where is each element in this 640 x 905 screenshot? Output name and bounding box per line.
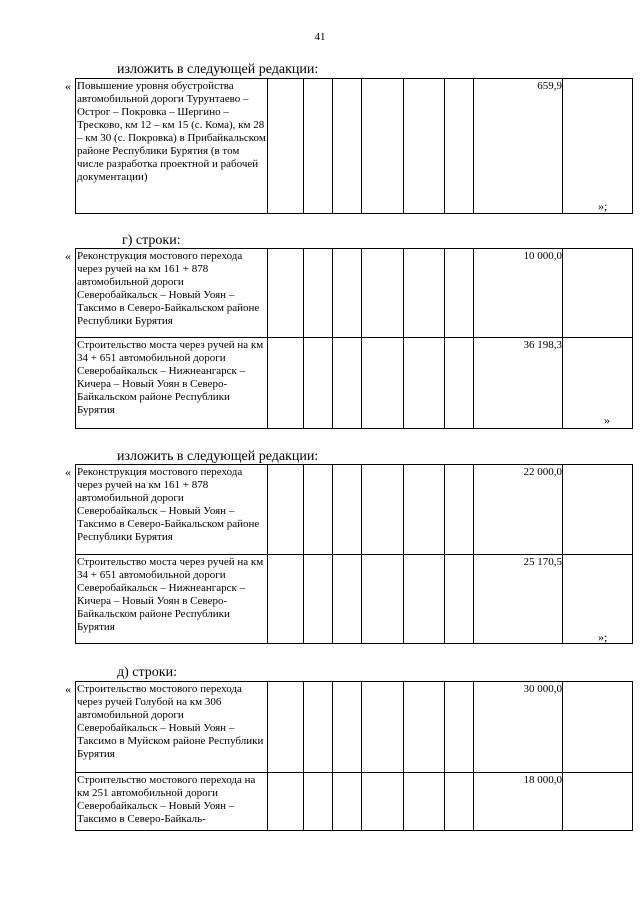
- table-row: [76, 338, 633, 429]
- row-name: Строительство мостового перехода на км 251 автомобильной дороги Северобайкальск – Новый Уоян – Таксимо в Северо-Байкаль-: [76, 773, 268, 831]
- section-heading: изложить в следующей редакции:: [117, 62, 319, 77]
- amendment-table: [75, 464, 633, 644]
- table-row: [76, 79, 633, 214]
- section-heading: д) строки:: [117, 665, 177, 680]
- section-heading: г) строки:: [122, 233, 181, 248]
- row-amount: 36 198,3: [474, 338, 563, 429]
- table-row: [76, 555, 633, 644]
- close-quote: »: [604, 413, 610, 427]
- row-amount: 30 000,0: [474, 682, 563, 773]
- open-quote: «: [65, 465, 71, 479]
- row-amount: 22 000,0: [474, 465, 563, 555]
- row-name: Реконструкция мостового перехода через ручей на км 161 + 878 автомобильной дороги Северобайкальск – Новый Уоян – Таксимо в Северо-Байкальском районе Республики Бурятия: [76, 465, 268, 555]
- row-amount: 18 000,0: [474, 773, 563, 831]
- row-name: Строительство моста через ручей на км 34 + 651 автомобильной дороги Северобайкальск – Нижнеангарск – Кичера – Новый Уоян в Северо-Байкальском районе Республики Бурятия: [76, 555, 268, 644]
- amendment-table: [75, 78, 633, 214]
- row-name: Строительство моста через ручей на км 34 + 651 автомобильной дороги Северобайкальск – Нижнеангарск – Кичера – Новый Уоян в Северо-Байкальском районе Республики Бурятия: [76, 338, 268, 429]
- row-name: Повышение уровня обустройства автомобильной дороги Турунтаево – Острог – Покровка – Шергино – Тресково, км 12 – км 15 (с. Кома), км 28 – км 30 (с. Покровка) в Прибайкальском районе Республики Бурятия (в том числе разработка проектной и рабочей документации): [76, 79, 268, 214]
- table-row: [76, 682, 633, 773]
- amendment-table: [75, 248, 633, 429]
- amendment-table: [75, 681, 633, 831]
- open-quote: «: [65, 682, 71, 696]
- table-row: [76, 465, 633, 555]
- table-row: [76, 249, 633, 338]
- close-quote: »;: [598, 199, 608, 213]
- row-amount: 10 000,0: [474, 249, 563, 338]
- open-quote: «: [65, 79, 71, 93]
- row-name: Реконструкция мостового перехода через ручей на км 161 + 878 автомобильной дороги Северобайкальск – Новый Уоян – Таксимо в Северо-Байкальском районе Республики Бурятия: [76, 249, 268, 338]
- page-number: 41: [314, 31, 326, 43]
- open-quote: «: [65, 249, 71, 263]
- row-amount: 25 170,5: [474, 555, 563, 644]
- row-amount: 659,9: [474, 79, 563, 214]
- section-heading: изложить в следующей редакции:: [117, 449, 319, 464]
- close-quote: »;: [598, 630, 608, 644]
- table-row: [76, 773, 633, 831]
- row-name: Строительство мостового перехода через ручей Голубой на км 306 автомобильной дороги Северобайкальск – Новый Уоян – Таксимо в Муйском районе Республики Бурятия: [76, 682, 268, 773]
